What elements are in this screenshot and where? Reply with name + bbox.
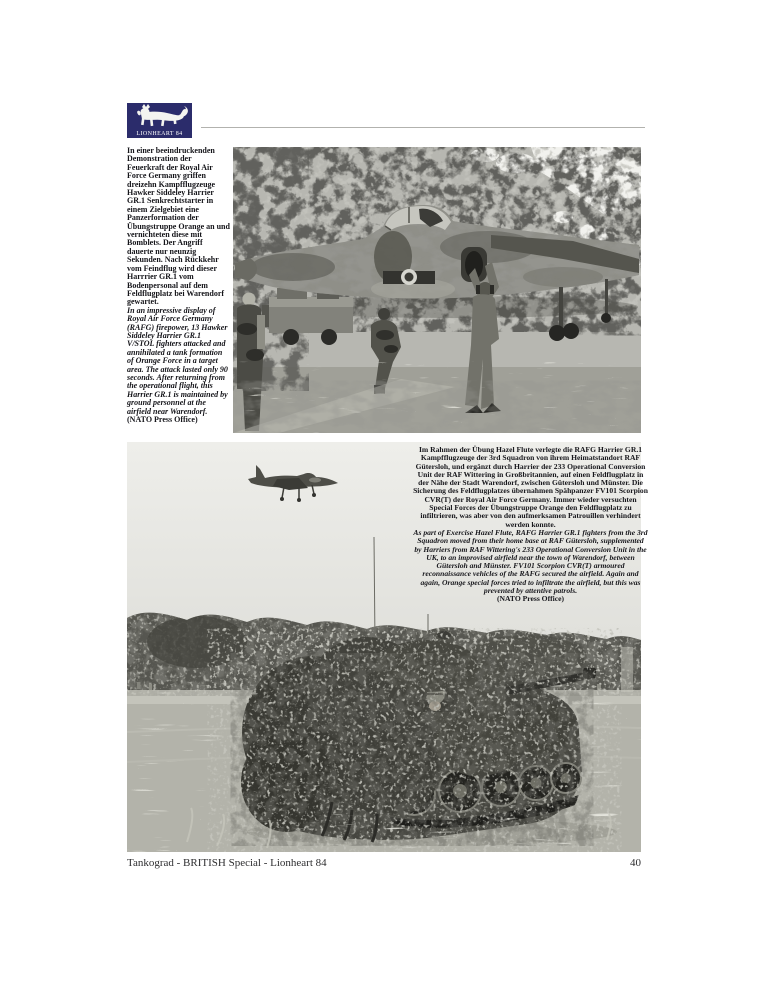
page-footer bbox=[127, 857, 641, 869]
left-caption-english: In an impressive display of Royal Air Force Germany (RAFG) firepower, 13 Hawker Siddeley Harrier GR.1 V/STOL fighters attacked and annihilated a tank formation of Orange Force in a target area. The attack lasted only 90 seconds. After returning from the operational flight, this Harrier GR.1 is maintained by ground personnel at the airfield near Warendorf. bbox=[127, 305, 228, 416]
right-caption-english: As part of Exercise Hazel Flute, RAFG Harrier GR.1 fighters from the 3rd Squadron moved from their home base at RAF Gütersloh, supplemented by Harriers from RAF Wittering's 233 Operational Conversion Unit in the UK, to an improvised airfield near the town of Warendorf, between Gütersloh and Münster. FV101 Scorpion CVR(T) armoured reconnaissance vehicles of the RAFG secured the airfield. Again and again, Orange special forces tried to infiltrate the airfield, but this was prevented by attentive patrols. bbox=[413, 527, 648, 596]
lion-icon bbox=[129, 104, 190, 128]
right-caption-german: Im Rahmen der Übung Hazel Flute verlegte die RAFG Harrier GR.1 Kampfflugzeuge der 3rd Squadron von ihrem Heimatstandort RAF Gütersloh, und ergänzt durch Harrier der 233 Operational Conversion Unit der RAF Wittering in Großbritannien, auf einen Feldflugplatz in der Nähe der Stadt Warendorf, zwischen Gütersloh und Münster. Die Sicherung des Feldflugplatzes übernahmen Spähpanzer FV101 Scorpion CVR(T) der Royal Air Force Germany. Immer wieder versuchten Special Forces der Übungstruppe Orange den Feldflugplatz zu infiltrieren, was aber von den aufmerksamen Patrouillen verhindert werden konnte. bbox=[413, 445, 648, 529]
right-caption-block bbox=[413, 446, 648, 604]
left-caption-german: In einer beeindruckenden Demonstration der Feuerkraft der Royal Air Force Germany griffen dreizehn Kampfflugzeuge Hawker Siddeley Harrier GR.1 Senkrechtstarter in einem Zielgebiet eine Panzerformation der Übungstruppe Orange an und vernichteten diese mit Bomblets. Der Angriff dauerte nur neunzig Sekunden. Nach Rückkehr vom Feindflug wird dieser Harrrier GR.1 vom Bodenpersonal auf dem Feldflugplatz bei Warendorf gewartet. bbox=[127, 146, 230, 307]
footer-publication: Tankograd - BRITISH Special - Lionheart 84 bbox=[127, 857, 327, 869]
lionheart-logo bbox=[127, 103, 192, 138]
top-photo-illustration bbox=[233, 147, 641, 433]
header-rule bbox=[201, 127, 645, 128]
left-caption-credit: (NATO Press Office) bbox=[127, 415, 198, 424]
left-caption-block bbox=[127, 147, 230, 424]
logo-title: LIONHEART 84 bbox=[136, 131, 183, 137]
right-caption-credit: (NATO Press Office) bbox=[496, 594, 565, 604]
top-photo bbox=[233, 147, 641, 433]
page-number: 40 bbox=[630, 857, 641, 869]
